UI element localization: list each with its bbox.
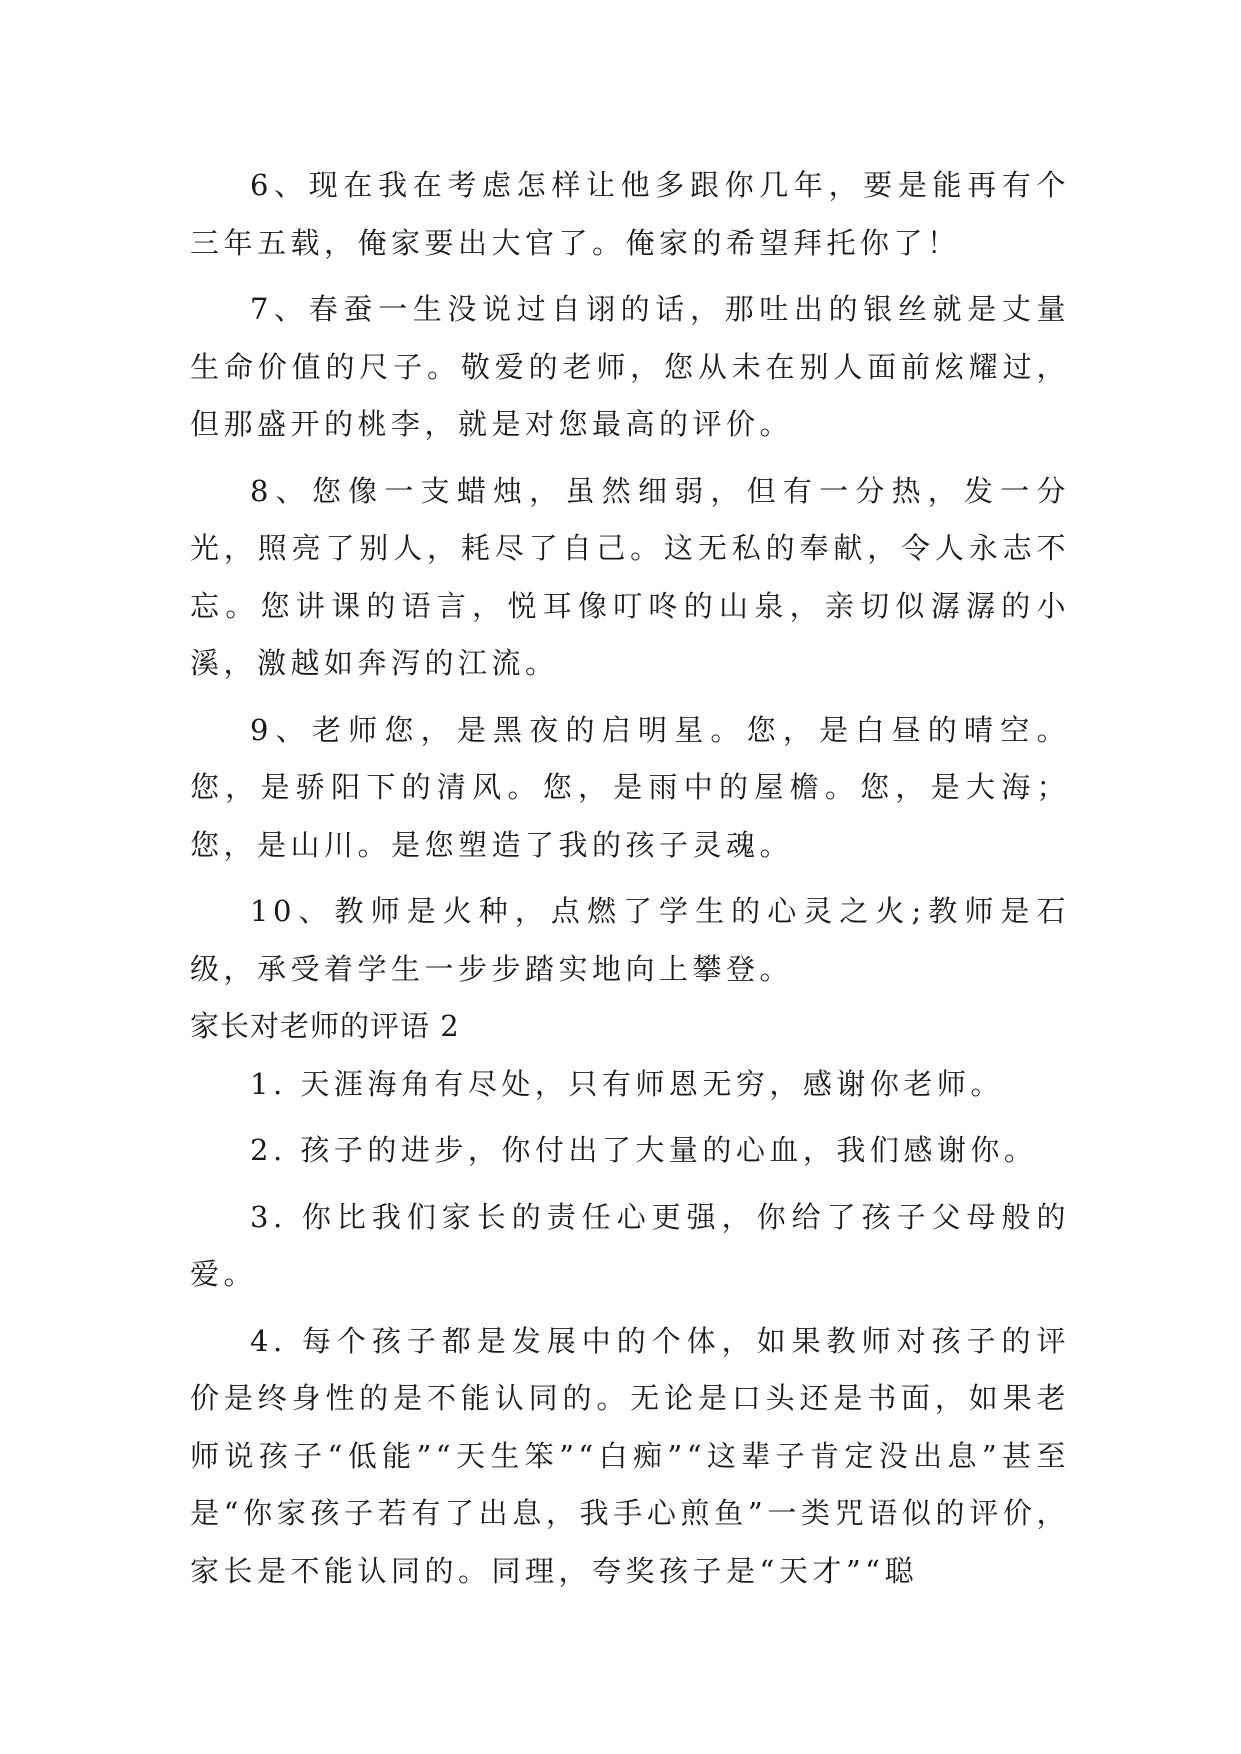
- paragraph-7: 7、春蚕一生没说过自诩的话，那吐出的银丝就是丈量生命价值的尺子。敬爱的老师，您从未在别人面前炫耀过，但那盛开的桃李，就是对您最高的评价。: [190, 292, 1070, 441]
- paragraph-10: 10、教师是火种，点燃了学生的心灵之火;教师是石级，承受着学生一步步踏实地向上攀登。: [190, 894, 1070, 986]
- paragraph-8: 8、您像一支蜡烛，虽然细弱，但有一分热，发一分光，照亮了别人，耗尽了自己。这无私的奉献，令人永志不忘。您讲课的语言，悦耳像叮咚的山泉，亲切似潺潺的小溪，激越如奔泻的江流。: [190, 473, 1070, 680]
- list-item-3: 3. 你比我们家长的责任心更强，你给了孩子父母般的爱。: [190, 1199, 1070, 1291]
- list-item-4: 4. 每个孩子都是发展中的个体，如果教师对孩子的评价是终身性的是不能认同的。无论是口头还是书面，如果老师说孩子“低能”“天生笨”“白痴”“这辈子肯定没出息”甚至是“你家孩子若有了出息，我手心煎鱼”一类咒语似的评价，家长是不能认同的。同理，夸奖孩子是“天才”“聪: [190, 1323, 1070, 1588]
- list-item-1: 1. 天涯海角有尽处，只有师恩无穷，感谢你老师。: [250, 1066, 1004, 1101]
- paragraph-9: 9、老师您，是黑夜的启明星。您，是白昼的晴空。您，是骄阳下的清风。您，是雨中的屋檐。您，是大海；您，是山川。是您塑造了我的孩子灵魂。: [190, 712, 1070, 862]
- list-item-2: 2. 孩子的进步，你付出了大量的心血，我们感谢你。: [250, 1133, 1038, 1167]
- section-heading: 家长对老师的评语 2: [190, 1009, 460, 1043]
- document-page: [190, 157, 1070, 1600]
- paragraph-6: 6、现在我在考虑怎样让他多跟你几年，要是能再有个三年五载，俺家要出大官了。俺家的希望拜托你了！: [190, 168, 1070, 260]
